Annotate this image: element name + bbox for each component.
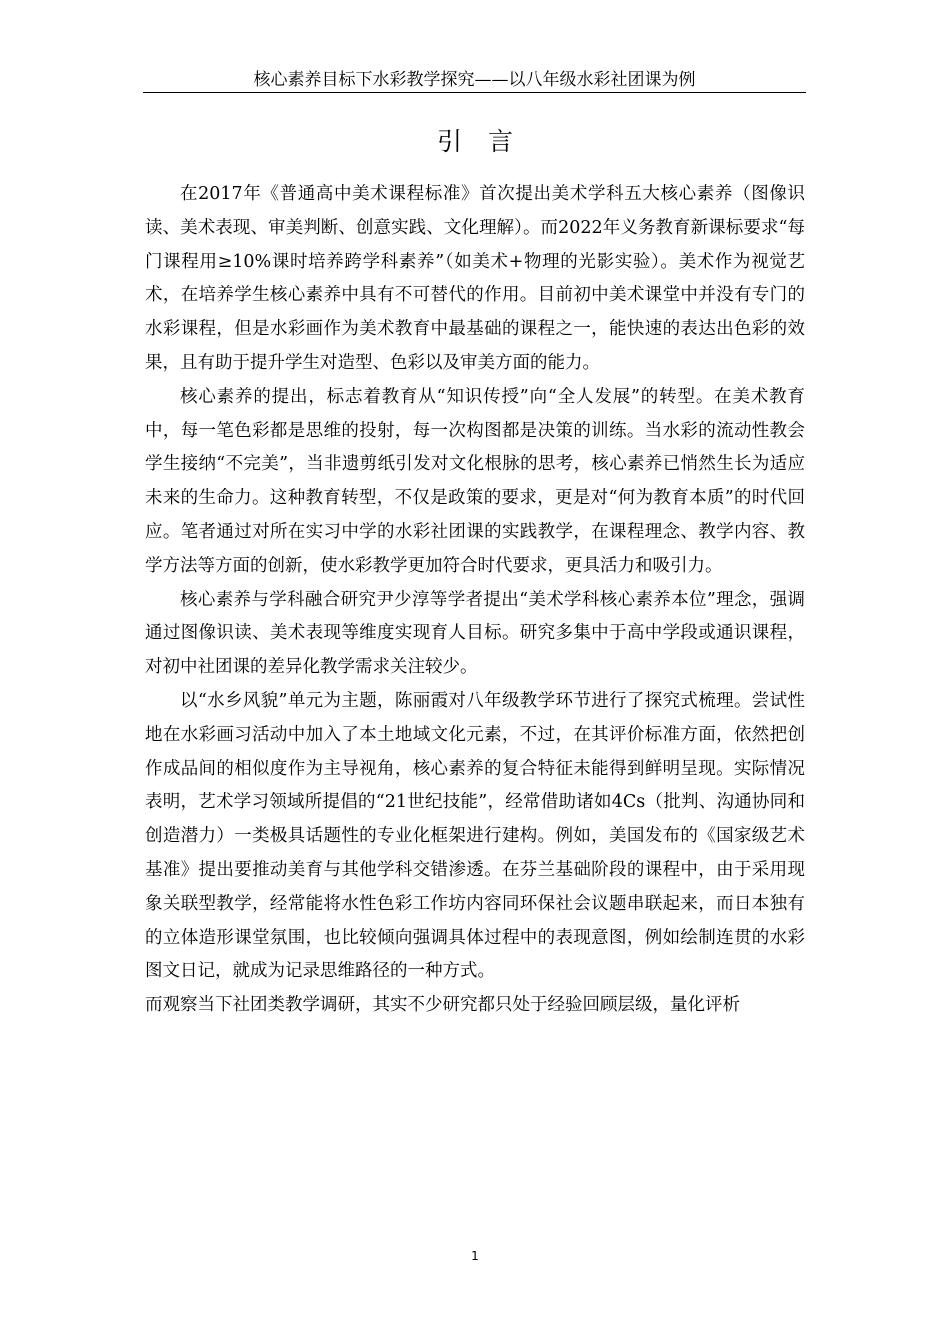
paragraph-2: 核心素养的提出，标志着教育从“知识传授”向“全人发展”的转型。在美术教育中，每一笔色彩都是思维的投射，每一次构图都是决策的训练。当水彩的流动性教会学生接纳“不完美”，当非遗剪纸引发对文化根脉的思考，核心素养已悄然生长为适应未来的生命力。这种教育转型，不仅是政策的要求，更是对“何为教育本质”的时代回应。笔者通过对所在实习中学的水彩社团课的实践教学，在课程理念、教学内容、教学方法等方面的创新，使水彩教学更加符合时代要求，更具活力和吸引力。 bbox=[145, 386, 805, 576]
body-text bbox=[145, 178, 805, 1023]
section-title-char-2: 言 bbox=[488, 127, 514, 156]
section-title-char-1: 引 bbox=[436, 127, 462, 156]
paragraph-5: 而观察当下社团类教学调研，其实不少研究都只处于经验回顾层级，量化评析 bbox=[145, 995, 740, 1016]
paragraph-1: 在2017年《普通高中美术课程标准》首次提出美术学科五大核心素养（图像识读、美术表现、审美判断、创意实践、文化理解）。而2022年义务教育新课标要求“每门课程用≥10%课时培养跨学科素养”（如美术+物理的光影实验）。美术作为视觉艺术，在培养学生核心素养中具有不可替代的作用。目前初中美术课堂中并没有专门的水彩课程，但是水彩画作为美术教育中最基础的课程之一，能快速的表达出色彩的效果，且有助于提升学生对造型、色彩以及审美方面的能力。 bbox=[145, 184, 805, 373]
running-title: 核心素养目标下水彩教学探究——以八年级水彩社团课为例 bbox=[253, 70, 696, 90]
section-title bbox=[0, 124, 950, 160]
running-header bbox=[143, 70, 806, 93]
paragraph-3: 核心素养与学科融合研究尹少淳等学者提出“美术学科核心素养本位”理念，强调通过图像识读、美术表现等维度实现育人目标。研究多集中于高中学段或通识课程，对初中社团课的差异化教学需求关注较少。 bbox=[145, 589, 805, 678]
page-number: 1 bbox=[471, 1249, 479, 1263]
paragraph-4: 以“水乡风貌”单元为主题，陈丽霞对八年级教学环节进行了探究式梳理。尝试性地在水彩画习活动中加入了本土地域文化元素，不过，在其评价标准方面，依然把创作成品间的相似度作为主导视角，核心素养的复合特征未能得到鲜明呈现。实际情况表明，艺术学习领域所提倡的“21世纪技能”，经常借助诸如4Cs（批判、沟通协同和创造潜力）一类极具话题性的专业化框架进行建构。例如，美国发布的《国家级艺术基准》提出要推动美育与其他学科交错渗透。在芬兰基础阶段的课程中，由于采用现象关联型教学，经常能将水性色彩工作坊内容同环保社会议题串联起来，而日本独有的立体造形课堂氛围，也比较倾向强调具体过程中的表现意图，例如绘制连贯的水彩图文日记，就成为记录思维路径的一种方式。 bbox=[145, 690, 805, 982]
